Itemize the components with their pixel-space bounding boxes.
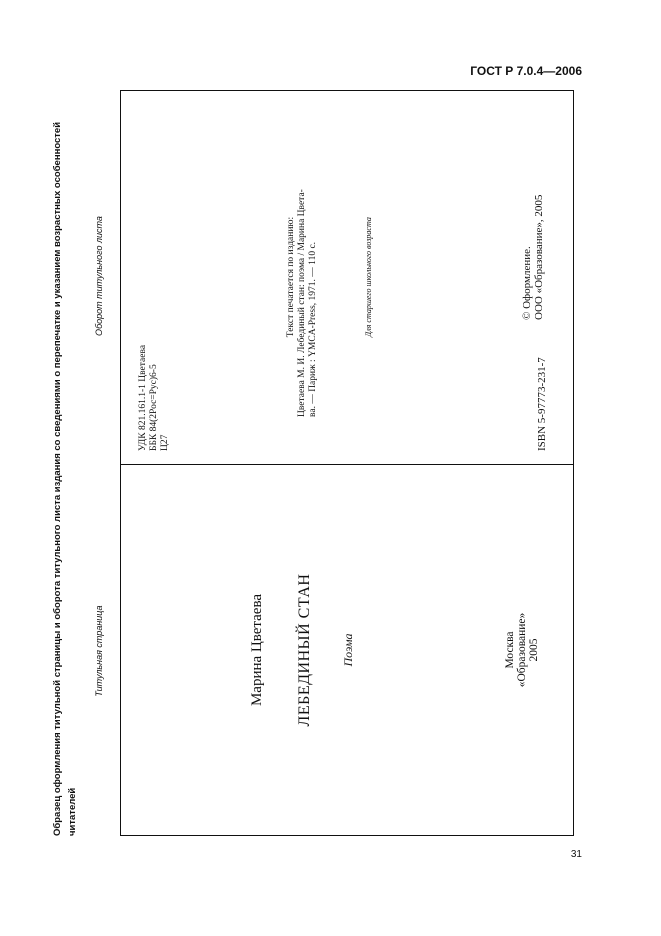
page-number: 31	[570, 849, 582, 860]
title-page-genre: Поэма	[341, 633, 355, 667]
reprint-heading: Текст печатается по изданию:	[286, 216, 296, 338]
title-page-label: Титульная страница	[94, 605, 104, 697]
imprint-city: Москва	[504, 631, 516, 669]
caption-line-2: читателей	[67, 787, 78, 836]
reprint-line-1: Цветаева М. И. Лебединый стан: поэма / Марина Цвета-	[297, 189, 307, 417]
title-page-title: ЛЕБЕДИНЫЙ СТАН	[296, 573, 313, 727]
classification-codes	[138, 345, 171, 451]
verso-label: Оборот титульного листа	[94, 216, 104, 336]
figure-caption	[50, 88, 80, 836]
imprint-year: 2005	[528, 638, 540, 662]
imprint-publisher: «Образование»	[516, 612, 528, 688]
udk-code: УДК 821.161.1-1 Цветаева	[138, 344, 148, 451]
copyright-notice	[521, 195, 545, 320]
reprint-line-2: ва. — Париж : YMCA-Press, 1971. — 110 с.	[308, 241, 318, 417]
reprint-source	[286, 89, 319, 465]
copyright-line-2: ООО «Образование», 2005	[533, 194, 545, 320]
title-page-imprint	[504, 465, 540, 835]
age-note: Для старшего школьного возраста	[364, 217, 373, 337]
copyright-line-1: © Оформление.	[521, 246, 533, 320]
standard-designation: ГОСТ Р 7.0.4—2006	[470, 64, 582, 78]
isbn: ISBN 5-97773-231-7	[536, 357, 548, 451]
caption-line-1: Образец оформления титульной страницы и оборота титульного листа издания со сведениями о перепечатке и указанием возрастных особенностей	[52, 121, 63, 836]
spread-frame	[120, 90, 574, 836]
author-mark: Ц27	[160, 434, 170, 451]
bbk-code: ББК 84(2Рос=Рус)6-5	[149, 364, 159, 451]
rotated-figure	[50, 88, 577, 836]
title-page-author: Марина Цветаева	[249, 593, 265, 707]
